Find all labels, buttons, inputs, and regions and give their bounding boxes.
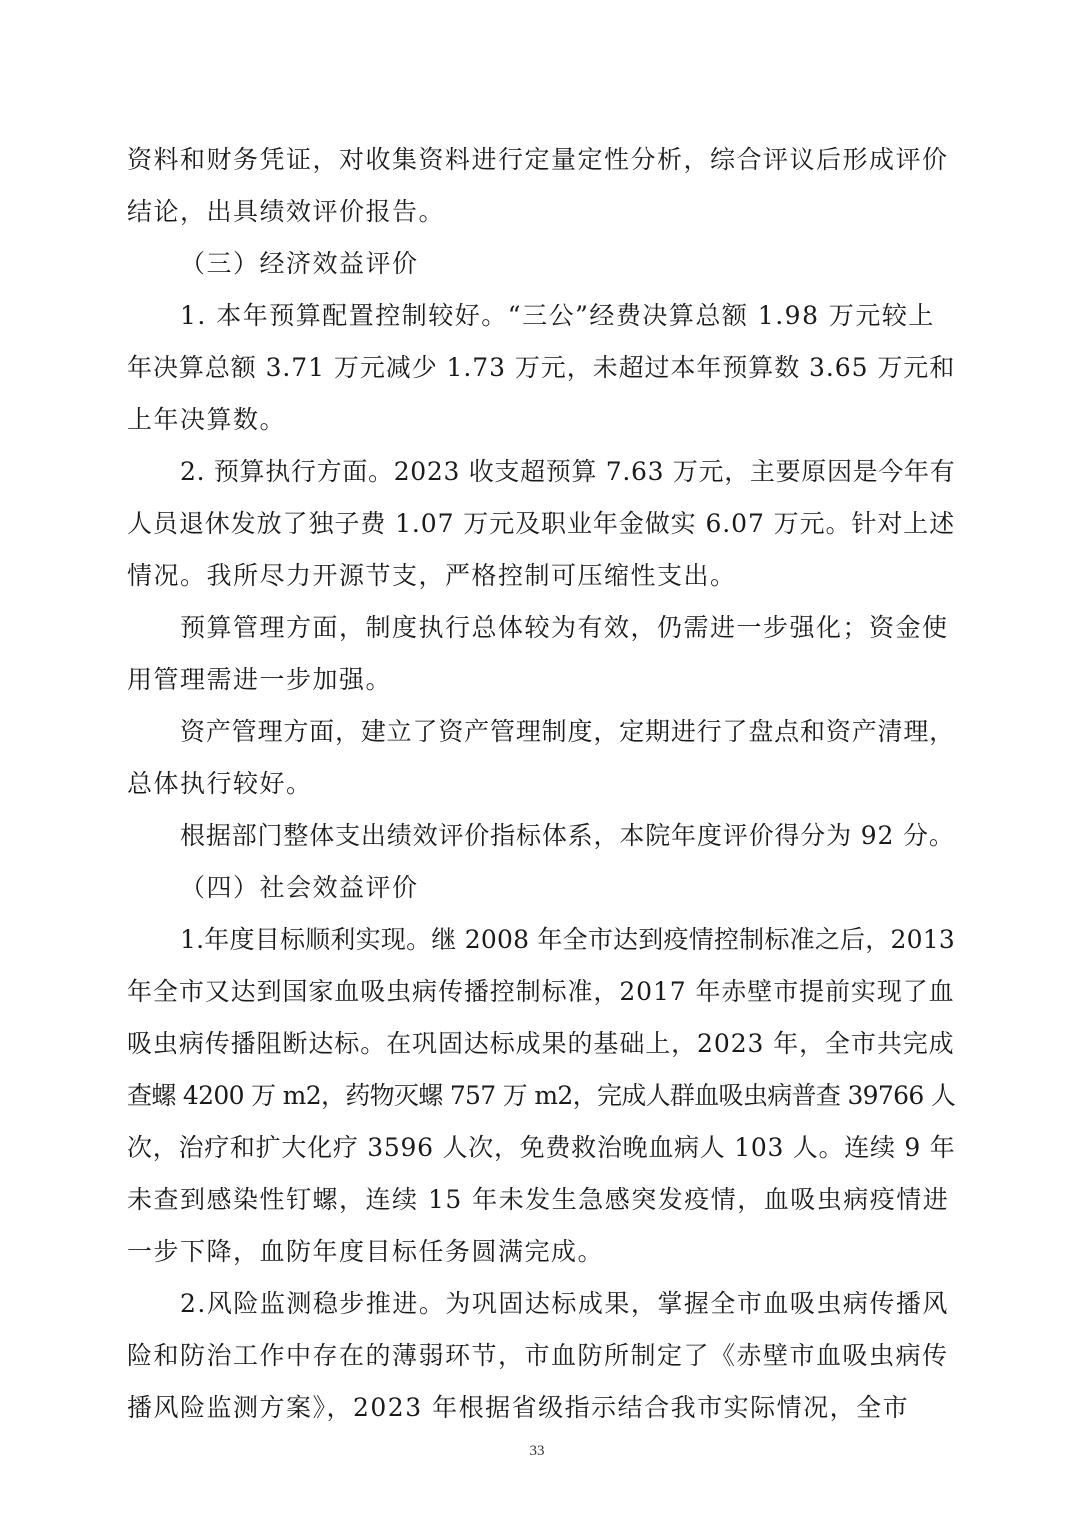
paragraph-line: 年全市又达到国家血吸虫病传播控制标准，2017 年赤壁市提前实现了血 (127, 977, 955, 1006)
paragraph-line: 结论，出具绩效评价报告。 (127, 197, 446, 226)
paragraph-line: 1. 本年预算配置控制较好。“三公”经费决算总额 1.98 万元较上 (180, 301, 935, 330)
section-heading: （三）经济效益评价 (180, 249, 419, 278)
paragraph-line: 险和防治工作中存在的薄弱环节，市血防所制定了《赤壁市血吸虫病传 (127, 1341, 949, 1370)
paragraph-line: 情况。我所尽力开源节支，严格控制可压缩性支出。 (127, 561, 737, 590)
paragraph-line: 查螺 4200 万 m2，药物灭螺 757 万 m2，完成人群血吸虫病普查 39766 人 (127, 1081, 956, 1110)
paragraph-line: 未查到感染性钉螺，连续 15 年未发生急感突发疫情，血吸虫病疫情进 (127, 1185, 950, 1214)
paragraph-line: 次，治疗和扩大化疗 3596 人次，免费救治晚血病人 103 人。连续 9 年 (127, 1133, 956, 1162)
paragraph-line: 预算管理方面，制度执行总体较为有效，仍需进一步强化；资金使 (180, 613, 949, 642)
paragraph-line: 吸虫病传播阻断达标。在巩固达标成果的基础上，2023 年，全市共完成 (127, 1029, 955, 1058)
paragraph-line: 播风险监测方案》，2023 年根据省级指示结合我市实际情况，全市 (127, 1393, 910, 1422)
paragraph-line: 2. 预算执行方面。2023 收支超预算 7.63 万元，主要原因是今年有 (180, 457, 956, 486)
section-heading: （四）社会效益评价 (180, 873, 419, 902)
paragraph-line: 年决算总额 3.71 万元减少 1.73 万元，未超过本年预算数 3.65 万元和 (127, 353, 956, 382)
paragraph-line: 上年决算数。 (127, 405, 287, 434)
paragraph-line: 用管理需进一步加强。 (127, 665, 393, 694)
paragraph-line: 人员退休发放了独子费 1.07 万元及职业年金做实 6.07 万元。针对上述 (127, 509, 956, 538)
paragraph-line: 资料和财务凭证，对收集资料进行定量定性分析，综合评议后形成评价 (127, 145, 949, 174)
paragraph-line: 资产管理方面，建立了资产管理制度，定期进行了盘点和资产清理， (180, 717, 956, 746)
page-number: 33 (529, 1443, 545, 1459)
paragraph-line: 2.风险监测稳步推进。为巩固达标成果，掌握全市血吸虫病传播风 (180, 1289, 949, 1318)
paragraph-line: 总体执行较好。 (127, 769, 313, 798)
paragraph-line: 根据部门整体支出绩效评价指标体系，本院年度评价得分为 92 分。 (180, 821, 955, 850)
paragraph-line: 1.年度目标顺利实现。继 2008 年全市达到疫情控制标准之后，2013 (180, 925, 955, 954)
paragraph-line: 一步下降，血防年度目标任务圆满完成。 (127, 1237, 605, 1266)
